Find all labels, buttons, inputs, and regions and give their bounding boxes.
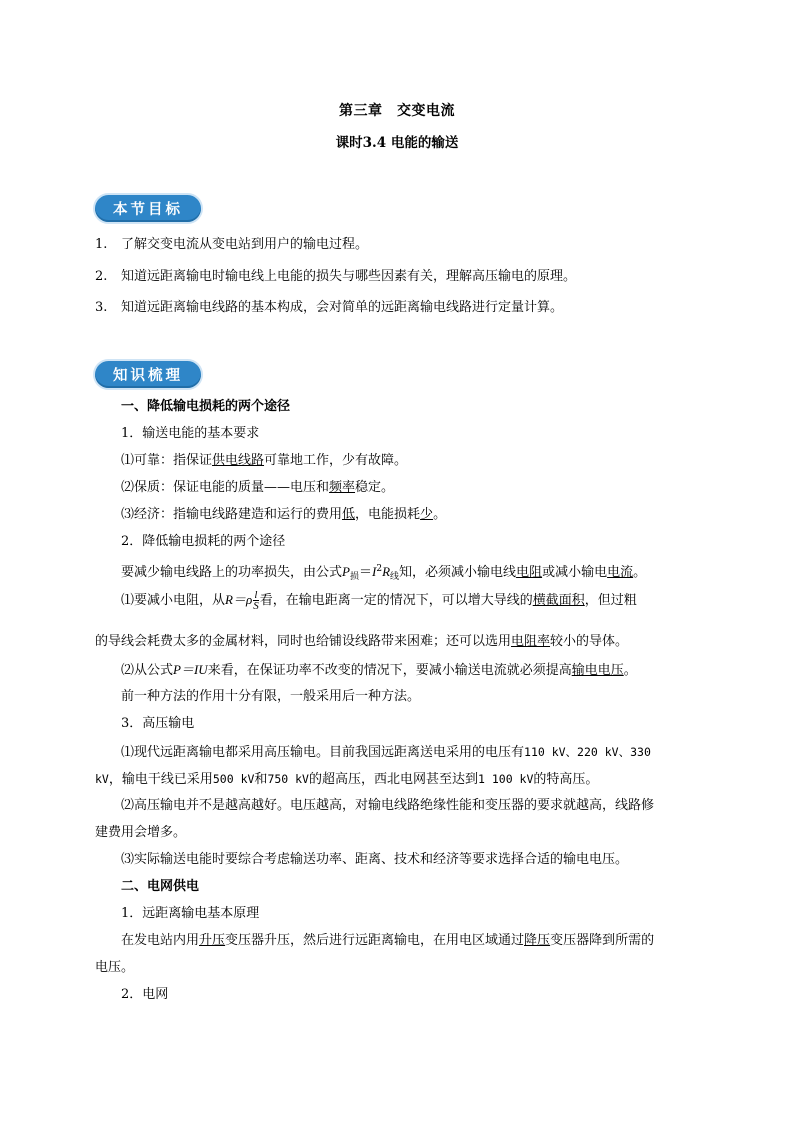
section-heading: 二、电网供电 <box>121 879 200 894</box>
paragraph: 电压。 <box>95 960 135 975</box>
paragraph: ⑴现代远距离输电都采用高压输电。目前我国远距离送电采用的电压有110 kV、220 kV、330 <box>121 745 651 760</box>
paragraph: ⑴可靠：指保证供电线路可靠地工作，少有故障。 <box>121 453 408 468</box>
subsection-title: 3．高压输电 <box>121 716 195 731</box>
paragraph: 在发电站内用升压变压器升压，然后进行远距离输电，在用电区域通过降压变压器降到所需的 <box>121 933 655 948</box>
subsection-title: 1．远距离输电基本原理 <box>121 906 260 921</box>
resistance-fraction: $\frac{l}{S}$ <box>253 589 259 612</box>
paragraph: ⑵保质：保证电能的质量——电压和频率稳定。 <box>121 480 395 495</box>
paragraph: 前一种方法的作用十分有限，一般采用后一种方法。 <box>121 689 421 704</box>
objective-item: 1. 了解交变电流从变电站到用户的输电过程。 <box>95 237 369 252</box>
paragraph: ⑵高压输电并不是越高越好。电压越高，对输电线路绝缘性能和变压器的要求就越高，线路修 <box>121 798 655 813</box>
subsection-title: 2．电网 <box>121 987 169 1002</box>
paragraph: 建费用会增多。 <box>95 825 187 840</box>
knowledge-banner: 知识梳理 <box>95 361 201 388</box>
chapter-title: 第三章 交变电流 <box>339 103 455 119</box>
paragraph: ⑴要减小电阻，从R＝ρ $\frac{l}{S}$ 看，在输电距离一定的情况下，可以增大导线的横截面积，但过粗 <box>121 589 637 612</box>
objective-item: 3. 知道远距离输电线路的基本构成，会对简单的远距离输电线路进行定量计算。 <box>95 300 564 315</box>
section-heading: 一、降低输电损耗的两个途径 <box>121 399 291 414</box>
paragraph: ⑶经济：指输电线路建造和运行的费用低，电能损耗少。 <box>121 507 447 522</box>
subsection-title: 1．输送电能的基本要求 <box>121 426 260 441</box>
paragraph: 要减少输电线路上的功率损失，由公式$P_损=I^2R_线$知，必须减小输电线电阻或减小输电电流。 <box>121 564 647 582</box>
paragraph: ⑶实际输送电能时要综合考虑输送功率、距离、技术和经济等要求选择合适的输电电压。 <box>121 852 629 867</box>
objectives-banner: 本节目标 <box>95 195 201 222</box>
lesson-title: 课时3.4 电能的输送 <box>335 135 459 151</box>
subsection-title: 2．降低输电损耗的两个途径 <box>121 534 286 549</box>
paragraph: ⑵从公式P＝IU来看，在保证功率不改变的情况下，要减小输送电流就必须提高输电电压。 <box>121 662 637 678</box>
paragraph: kV，输电干线已采用500 kV和750 kV的超高压，西北电网甚至达到1 100 kV的特高压。 <box>95 772 599 787</box>
paragraph: 的导线会耗费太多的金属材料，同时也给铺设线路带来困难；还可以选用电阻率较小的导体。 <box>95 634 629 649</box>
objective-item: 2. 知道远距离输电时输电线上电能的损失与哪些因素有关，理解高压输电的原理。 <box>95 269 577 284</box>
